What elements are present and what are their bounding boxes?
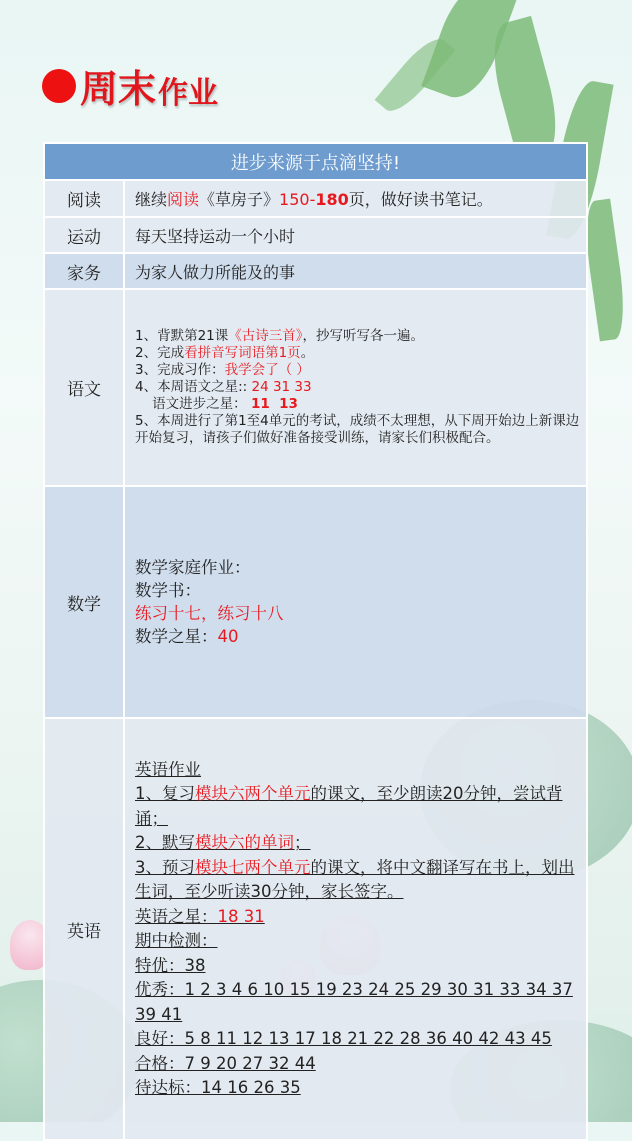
homework-table (43, 142, 588, 1141)
sport-content: 每天坚持运动一个小时 (124, 217, 587, 253)
row-label-english: 英语 (44, 718, 124, 1140)
row-label-sport: 运动 (44, 217, 124, 253)
table-row (44, 217, 587, 253)
housework-content: 为家人做力所能及的事 (124, 253, 587, 289)
row-label-math: 数学 (44, 486, 124, 718)
math-content: 数学家庭作业： 数学书： 练习十七，练习十八 数学之星：40 (124, 486, 587, 718)
table-row (44, 289, 587, 486)
reading-content: 继续阅读《草房子》150-180页，做好读书笔记。 (124, 180, 587, 217)
table-row (44, 253, 587, 289)
table-row (44, 180, 587, 217)
table-header-row (44, 143, 587, 180)
title-sub: 作业 (158, 75, 219, 111)
table-row (44, 486, 587, 718)
red-dot-icon (42, 69, 76, 103)
row-label-housework: 家务 (44, 253, 124, 289)
chinese-content: 1、背默第21课《古诗三首》，抄写听写各一遍。 2、完成看拼音写词语第1页。 3、完成习作：我学会了（ ） 4、本周语文之星:: 24 31 33 语文进步之星： 11 13 5、本周进行了第1至4单元的考试，成绩不太理想，从下周开始边上新课边开始复习，请孩子们做好准备接受训练，请家长们积极配合。 (124, 289, 587, 486)
title-main: 周末 (80, 66, 157, 111)
row-label-chinese: 语文 (44, 289, 124, 486)
page-title (42, 58, 218, 113)
table-row (44, 718, 587, 1140)
english-content: 英语作业 1、复习模块六两个单元的课文，至少朗读20分钟，尝试背诵； 2、默写模块六的单词； 3、预习模块七两个单元的课文，将中文翻译写在书上，划出生词，至少听读30分钟，家长签字。 英语之星：18 31 期中检测： 特优：38 优秀：1 2 3 4 6 10 15 19 23 24 25 29 30 31 33 34 37 39 41 良好：5 8 11 12 13 17 18 21 22 28 36 40 42 43 45 合格：7 9 20 27 32 44 待达标：14 16 26 35 (124, 718, 587, 1140)
row-label-reading: 阅读 (44, 180, 124, 217)
table-header: 进步来源于点滴坚持! (44, 143, 587, 180)
